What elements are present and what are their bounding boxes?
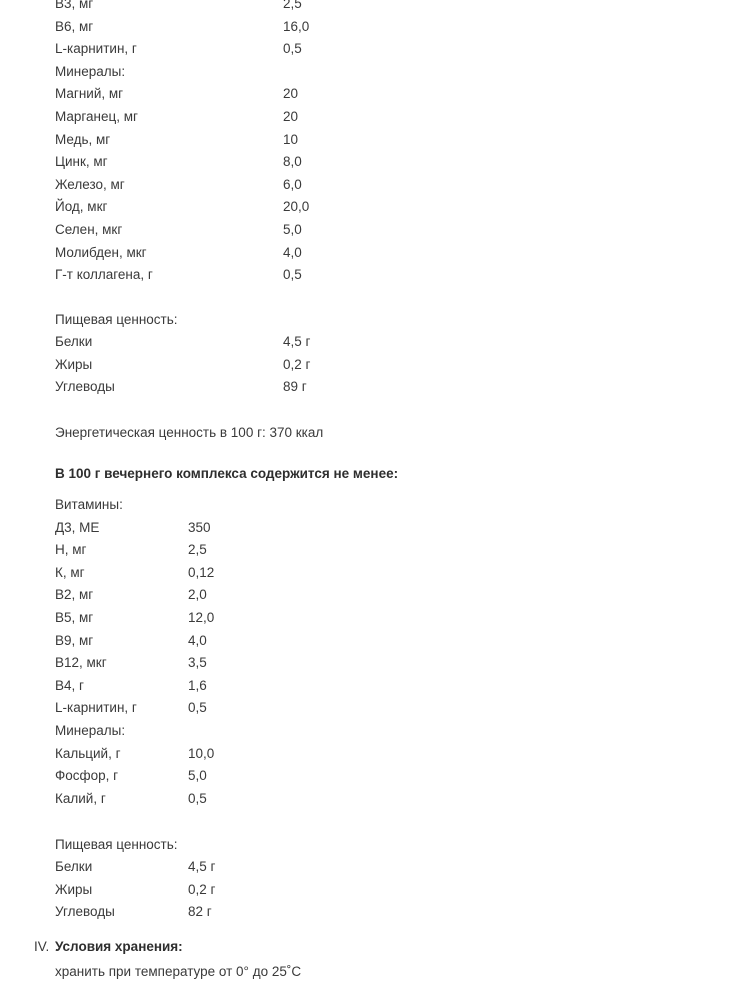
row-value: 0,5 [188, 700, 207, 716]
row-label: Медь, мг [55, 131, 111, 147]
row-label: Д3, МЕ [55, 519, 100, 535]
row-label: В9, мг [55, 632, 94, 648]
section-numeral: IV. [34, 939, 50, 954]
row-value: 5,0 [188, 768, 207, 784]
row-label: Г-т коллагена, г [55, 267, 153, 283]
row-label: Цинк, мг [55, 154, 108, 170]
row-label: Йод, мкг [55, 199, 108, 215]
row-value: 89 г [283, 379, 307, 395]
row-value: 10,0 [188, 745, 215, 761]
row-label: Магний, мг [55, 86, 124, 102]
row-value: 1,6 [188, 677, 207, 693]
storage-text: хранить при температуре от 0° до 25˚С [55, 964, 302, 979]
row-label: Селен, мкг [55, 222, 123, 237]
row-label: Углеводы [55, 379, 115, 395]
row-value: 20 [283, 109, 299, 124]
row-label: Белки [55, 334, 93, 349]
row-label: Витамины: [55, 497, 123, 512]
row-label: Калий, г [55, 790, 106, 806]
row-label: Молибден, мкг [55, 244, 147, 260]
row-label: Жиры [55, 356, 93, 372]
row-label: Углеводы [55, 904, 115, 920]
row-value: 0,2 г [188, 881, 216, 897]
row-value: 2,0 [188, 587, 207, 603]
row-value: 4,0 [188, 632, 207, 648]
row-value: 0,5 [283, 41, 302, 57]
row-value: 5,0 [283, 222, 302, 237]
row-label: L-карнитин, г [55, 700, 137, 716]
energy-value-text: Энергетическая ценность в 100 г: 370 ккал [55, 425, 324, 440]
row-value: 20 [283, 86, 299, 102]
evening-complex-heading: В 100 г вечернего комплекса содержится не менее: [55, 466, 399, 481]
row-value: 6,0 [283, 176, 302, 192]
row-value: 2,5 [188, 542, 207, 558]
row-label: Марганец, мг [55, 109, 138, 124]
row-label: В5, мг [55, 610, 94, 625]
storage-title: Условия хранения: [55, 939, 183, 954]
row-value: 0,5 [188, 790, 207, 806]
row-label: Минералы: [55, 723, 126, 738]
row-value: 0,5 [283, 267, 302, 283]
row-value: 0,12 [188, 564, 215, 580]
nutrition-heading-1: Пищевая ценность: [55, 312, 178, 327]
row-value: 20,0 [283, 199, 310, 215]
row-label: Белки [55, 859, 93, 874]
row-label: К, мг [55, 564, 85, 580]
row-value: 350 [188, 519, 211, 535]
row-label: Фосфор, г [55, 768, 119, 784]
row-value: 4,0 [283, 244, 302, 260]
nutrition-heading-2: Пищевая ценность: [55, 837, 178, 852]
row-label: В2, мг [55, 587, 94, 603]
row-label: Кальций, г [55, 745, 121, 761]
row-value: 12,0 [188, 610, 215, 625]
row-label: L-карнитин, г [55, 41, 137, 57]
row-value: 4,5 г [283, 334, 311, 349]
row-value: 82 г [188, 904, 212, 920]
row-label: Минералы: [55, 63, 126, 79]
row-label: В12, мкг [55, 655, 107, 671]
row-value: 16,0 [283, 18, 310, 34]
row-value: 8,0 [283, 154, 302, 170]
row-label: В3, мг [55, 0, 94, 11]
row-label: Жиры [55, 881, 93, 897]
row-value: 3,5 [188, 655, 207, 671]
row-value: 2,5 [283, 0, 302, 11]
row-label: В6, мг [55, 18, 94, 34]
row-label: Н, мг [55, 542, 87, 558]
row-label: В4, г [55, 677, 84, 693]
row-value: 0,2 г [283, 356, 311, 372]
row-value: 10 [283, 131, 299, 147]
row-value: 4,5 г [188, 859, 216, 874]
row-label: Железо, мг [55, 176, 125, 192]
